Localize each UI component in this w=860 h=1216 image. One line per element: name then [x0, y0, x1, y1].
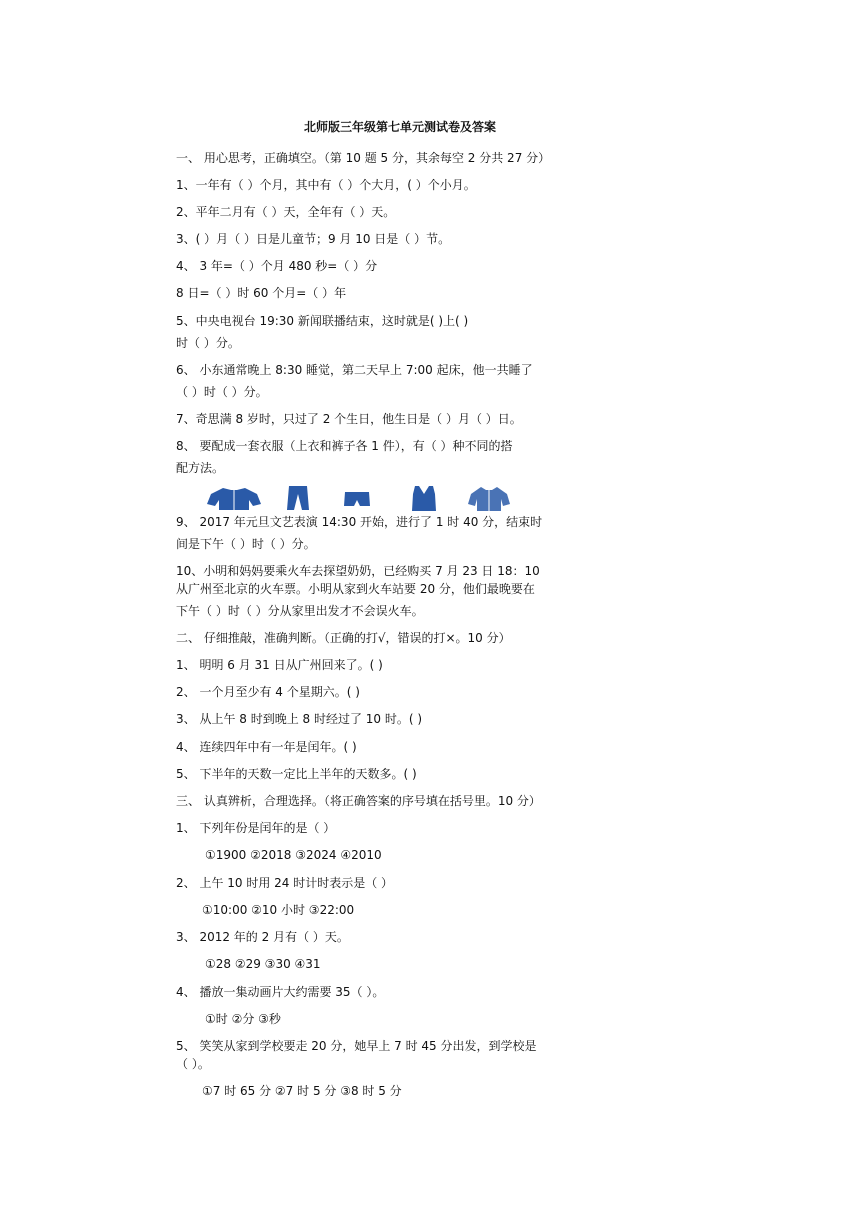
s1-question-4b: 8 日=（ ）时 60 个月=（ ）年 [176, 286, 347, 300]
s2-question-3: 3、 从上午 8 时到晚上 8 时经过了 10 时。( ) [176, 712, 423, 726]
s1-question-4a: 4、 3 年=（ ）个月 480 秒=（ ）分 [176, 259, 378, 273]
s1-question-5b: 时（ ）分。 [176, 336, 240, 350]
s3-question-4-options: ①时 ②分 ③秒 [205, 1012, 281, 1026]
shorts-icon [343, 484, 371, 512]
s1-question-3: 3、( ）月（ ）日是儿童节；9 月 10 日是（ ）节。 [176, 232, 451, 246]
s3-question-2-options: ①10:00 ②10 小时 ③22:00 [202, 903, 355, 917]
s1-question-8a: 8、 要配成一套衣服（上衣和裤子各 1 件），有（ ）种不同的搭 [176, 439, 513, 453]
coat-icon [467, 484, 511, 512]
vest-icon [409, 484, 439, 512]
s1-question-8b: 配方法。 [176, 461, 225, 475]
s1-question-10b: 从广州至北京的火车票。小明从家到火车站要 20 分，他们最晚要在 [176, 582, 535, 596]
jacket-icon [205, 484, 263, 512]
page-title: 北师版三年级第七单元测试卷及答案 [303, 120, 496, 134]
s1-question-2: 2、平年二月有（ ）天，全年有（ ）天。 [176, 205, 396, 219]
section3-heading: 三、 认真辨析，合理选择。（将正确答案的序号填在括号里。10 分） [176, 794, 541, 808]
s1-question-10a: 10、小明和妈妈要乘火车去探望奶奶，已经购买 7 月 23 日 18：10 [176, 564, 540, 578]
s3-question-3: 3、 2012 年的 2 月有（ ）天。 [176, 930, 349, 944]
s1-question-6b: （ ）时（ ）分。 [176, 385, 268, 399]
s1-question-7: 7、奇思满 8 岁时，只过了 2 个生日，他生日是（ ）月（ ）日。 [176, 412, 522, 426]
s2-question-2: 2、 一个月至少有 4 个星期六。( ) [176, 685, 360, 699]
s1-question-9a: 9、 2017 年元旦文艺表演 14:30 开始，进行了 1 时 40 分，结束时 [176, 515, 543, 529]
s3-question-4: 4、 播放一集动画片大约需要 35（ ）。 [176, 985, 385, 999]
s2-question-5: 5、 下半年的天数一定比上半年的天数多。( ) [176, 767, 417, 781]
trousers-icon [283, 484, 313, 512]
s3-question-1: 1、 下列年份是闰年的是（ ） [176, 821, 336, 835]
s3-question-1-options: ①1900 ②2018 ③2024 ④2010 [205, 848, 382, 862]
s2-question-1: 1、 明明 6 月 31 日从广州回来了。( ) [176, 658, 383, 672]
s1-question-10c: 下午（ ）时（ ）分从家里出发才不会误火车。 [176, 604, 424, 618]
s3-question-5b: （ ）。 [176, 1057, 210, 1071]
s1-question-5a: 5、中央电视台 19:30 新闻联播结束，这时就是( )上( ) [176, 314, 469, 328]
section2-heading: 二、 仔细推敲，准确判断。（正确的打√，错误的打×。10 分） [176, 631, 511, 645]
s1-question-1: 1、一年有（ ）个月，其中有（ ）个大月，( ）个小月。 [176, 178, 476, 192]
s1-question-9b: 间是下午（ ）时（ ）分。 [176, 537, 316, 551]
section1-heading: 一、 用心思考，正确填空。（第 10 题 5 分，其余每空 2 分共 27 分） [176, 151, 551, 165]
s3-question-5a: 5、 笑笑从家到学校要走 20 分，她早上 7 时 45 分出发，到学校是 [176, 1039, 537, 1053]
clothes-illustration [205, 484, 525, 512]
s3-question-3-options: ①28 ②29 ③30 ④31 [205, 957, 321, 971]
s2-question-4: 4、 连续四年中有一年是闰年。( ) [176, 740, 357, 754]
s3-question-5-options: ①7 时 65 分 ②7 时 5 分 ③8 时 5 分 [202, 1084, 402, 1098]
s3-question-2: 2、 上午 10 时用 24 时计时表示是（ ） [176, 876, 394, 890]
s1-question-6a: 6、 小东通常晚上 8:30 睡觉，第二天早上 7:00 起床，他一共睡了 [176, 363, 533, 377]
